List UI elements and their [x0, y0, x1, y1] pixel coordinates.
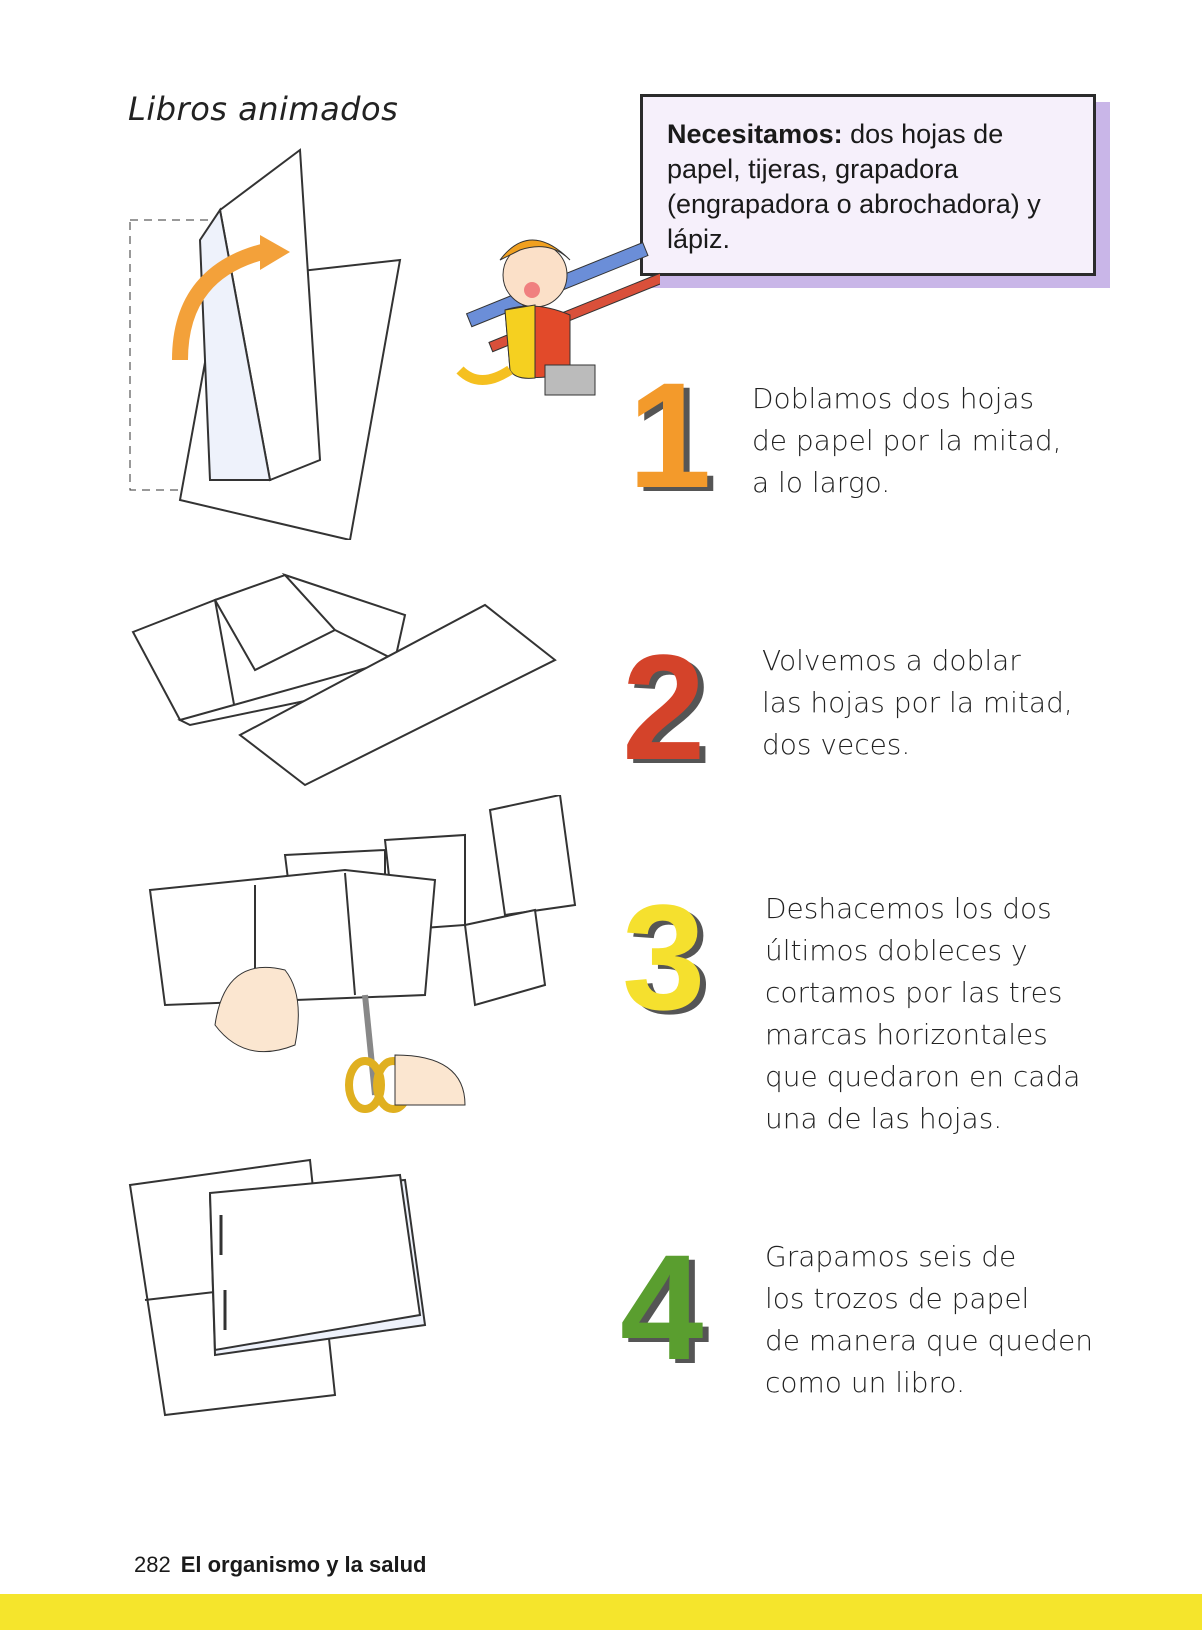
step1-illustration: [120, 140, 420, 540]
step-2-line: las hojas por la mitad,: [762, 686, 1073, 719]
step-2-line: dos veces.: [762, 728, 911, 761]
step4-illustration: [125, 1155, 445, 1425]
materials-box: [640, 94, 1096, 276]
step-3-line: cortamos por las tres: [765, 976, 1063, 1009]
step-3-text: [765, 888, 1080, 1140]
page-footer: [134, 1552, 426, 1578]
step-4-line: de manera que queden: [765, 1324, 1094, 1357]
step-1-line: a lo largo.: [752, 466, 891, 499]
step-3-line: últimos dobleces y: [765, 934, 1028, 967]
step-1-text: [752, 378, 1062, 504]
step-1-line: Doblamos dos hojas: [752, 382, 1035, 415]
materials-text: dos hojas de papel, tijeras, grapadora (engrapadora o abrochadora) y lápiz.: [667, 119, 1041, 254]
step-2-line: Volvemos a doblar: [762, 644, 1021, 677]
step-3-line: una de las hojas.: [765, 1102, 1003, 1135]
step-number-1: 1: [628, 351, 712, 519]
step-3-line: que quedaron en cada: [765, 1060, 1081, 1093]
bottom-color-band: [0, 1594, 1202, 1630]
mascot-illustration: [440, 220, 660, 410]
step2-illustration: [125, 570, 565, 790]
page-number: 282: [134, 1552, 171, 1577]
step-4-line: como un libro.: [765, 1366, 965, 1399]
step-3-line: marcas horizontales: [765, 1018, 1048, 1051]
step-3-line: Deshacemos los dos: [765, 892, 1052, 925]
step-4-line: los trozos de papel: [765, 1282, 1030, 1315]
step-1-line: de papel por la mitad,: [752, 424, 1062, 457]
materials-label: Necesitamos:: [667, 119, 843, 149]
step3-illustration: [145, 795, 585, 1115]
chapter-title: El organismo y la salud: [180, 1552, 427, 1577]
step-number-3: 3: [622, 873, 706, 1041]
page-title: Libros animados: [128, 90, 399, 128]
step-4-text: [765, 1236, 1093, 1404]
step-number-2: 2: [622, 623, 706, 791]
step-number-4: 4: [620, 1223, 704, 1391]
step-4-line: Grapamos seis de: [765, 1240, 1017, 1273]
step-2-text: [762, 640, 1073, 766]
